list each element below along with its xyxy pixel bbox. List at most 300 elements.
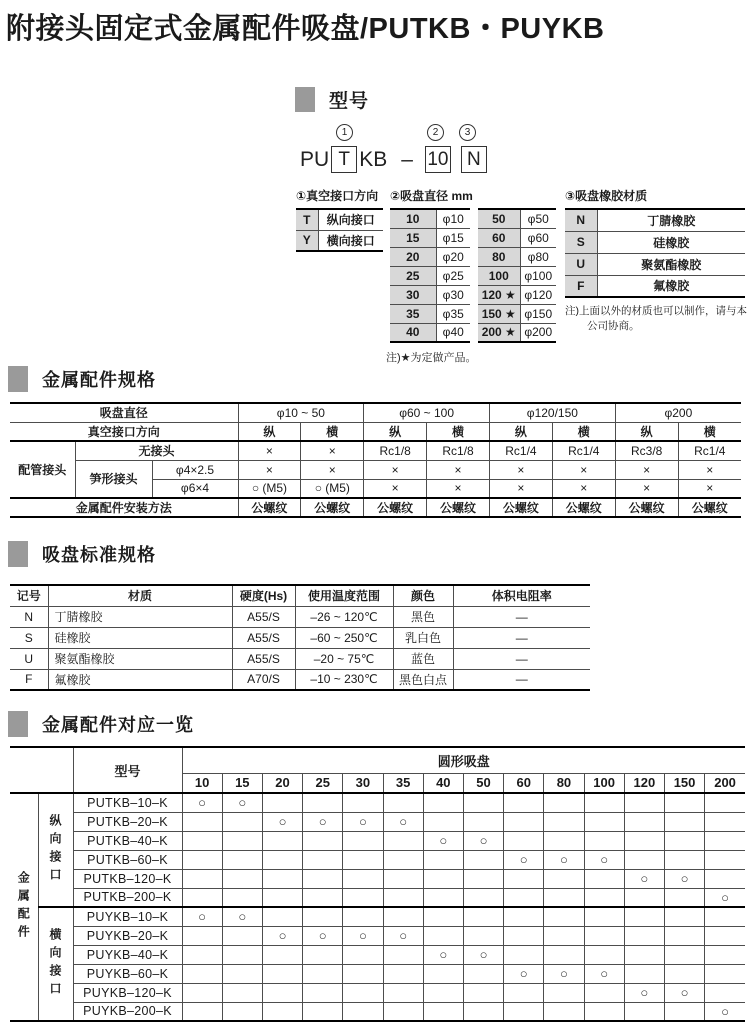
available-mark-cell: ○ <box>544 964 584 983</box>
direction-code-cell: Y <box>296 230 318 251</box>
spec-cell: 公螺纹 <box>427 498 490 517</box>
model-name-cell: PUYKB–120–K <box>73 983 182 1002</box>
empty-mark-cell <box>423 869 463 888</box>
empty-mark-cell <box>182 831 222 850</box>
empty-mark-cell <box>463 926 503 945</box>
empty-mark-cell <box>544 831 584 850</box>
standard-cell: F <box>10 669 48 690</box>
spec-cell: 公螺纹 <box>490 498 553 517</box>
model-name-cell: PUTKB–60–K <box>73 850 182 869</box>
model-name-cell: PUYKB–60–K <box>73 964 182 983</box>
diameter-table-title: ②吸盘直径 mm <box>390 189 473 203</box>
spec-cell: × <box>301 460 364 479</box>
spec-cell: × <box>238 460 301 479</box>
empty-mark-cell <box>504 812 544 831</box>
diameter-row <box>478 323 556 342</box>
empty-mark-cell <box>463 888 503 907</box>
round-pad-span-header: 圆形吸盘 <box>182 747 745 773</box>
empty-mark-cell <box>222 926 262 945</box>
available-mark-cell: ○ <box>705 888 745 907</box>
standard-cell: –20 ~ 75℃ <box>295 648 393 669</box>
empty-mark-cell <box>343 831 383 850</box>
standard-cell: 蓝色 <box>393 648 453 669</box>
empty-mark-cell <box>383 793 423 812</box>
empty-mark-cell <box>624 1002 664 1021</box>
diameter-row <box>478 209 556 228</box>
spec-cell: Rc3/8 <box>615 441 678 460</box>
model-name-cell: PUTKB–20–K <box>73 812 182 831</box>
spec-row-barb1 <box>10 460 741 479</box>
available-mark-cell: ○ <box>343 812 383 831</box>
diameter-value-cell: φ10 <box>436 209 470 228</box>
empty-mark-cell <box>504 926 544 945</box>
empty-mark-cell <box>262 869 302 888</box>
available-mark-cell: ○ <box>262 926 302 945</box>
empty-mark-cell <box>423 964 463 983</box>
diameter-row <box>390 304 470 323</box>
page-title: 附接头固定式金属配件吸盘/PUTKB・PUYKB <box>6 13 605 45</box>
standard-cell: 乳白色 <box>393 627 453 648</box>
diameter-header-cell: 50 <box>463 773 503 793</box>
empty-mark-cell <box>303 850 343 869</box>
empty-mark-cell <box>544 926 584 945</box>
empty-mark-cell <box>262 831 302 850</box>
empty-mark-cell <box>343 945 383 964</box>
empty-mark-cell <box>222 1002 262 1021</box>
empty-mark-cell <box>624 812 664 831</box>
correspond-table-head <box>10 747 745 793</box>
model-name-cell: PUTKB–200–K <box>73 888 182 907</box>
material-note <box>565 304 749 334</box>
diameter-code-cell: 20 <box>390 247 436 266</box>
diameter-code-cell: 60 <box>478 228 520 247</box>
standard-cell: N <box>10 606 48 627</box>
spec-section-heading <box>8 366 156 392</box>
empty-mark-cell <box>222 869 262 888</box>
diameter-header-cell: 40 <box>423 773 463 793</box>
available-mark-cell: ○ <box>182 793 222 812</box>
standard-header-cell: 使用温度范围 <box>295 585 393 606</box>
empty-mark-cell <box>664 831 704 850</box>
empty-mark-cell <box>504 869 544 888</box>
spec-cell: × <box>490 479 553 498</box>
model-name-cell: PUYKB–20–K <box>73 926 182 945</box>
diameter-row <box>478 247 556 266</box>
diameter-header-cell: 200 <box>705 773 745 793</box>
available-mark-cell: ○ <box>584 964 624 983</box>
empty-mark-cell <box>303 888 343 907</box>
spec-cell: × <box>301 441 364 460</box>
correspond-row <box>10 850 745 869</box>
spec-row-mount <box>10 498 741 517</box>
empty-mark-cell <box>423 850 463 869</box>
diameter-row <box>478 304 556 323</box>
empty-mark-cell <box>463 869 503 888</box>
empty-mark-cell <box>705 793 745 812</box>
empty-mark-cell <box>383 907 423 926</box>
direction-row <box>296 230 383 251</box>
spec-cell: Rc1/8 <box>427 441 490 460</box>
diameter-code-cell: 120 ★ <box>478 285 520 304</box>
diameter-value-cell: φ80 <box>520 247 556 266</box>
empty-mark-cell <box>423 926 463 945</box>
correspond-section-title: 金属配件对应一览 <box>42 715 194 735</box>
direction-table-title: ①真空接口方向 <box>296 189 379 203</box>
empty-mark-cell <box>664 888 704 907</box>
correspond-row <box>10 793 745 812</box>
empty-mark-cell <box>423 888 463 907</box>
empty-mark-cell <box>504 793 544 812</box>
empty-mark-cell <box>624 888 664 907</box>
diameter-row <box>478 228 556 247</box>
spec-cell: 公螺纹 <box>301 498 364 517</box>
available-mark-cell: ○ <box>624 869 664 888</box>
diameter-row <box>478 266 556 285</box>
diameter-value-cell: φ40 <box>436 323 470 342</box>
spec-cell: 纵 <box>615 422 678 441</box>
empty-mark-cell <box>544 812 584 831</box>
empty-mark-cell <box>303 945 343 964</box>
standard-header-cell: 材质 <box>48 585 232 606</box>
empty-mark-cell <box>383 945 423 964</box>
standard-cell: –10 ~ 230℃ <box>295 669 393 690</box>
standard-cell: 丁腈橡胶 <box>48 606 232 627</box>
spec-cell: 公螺纹 <box>678 498 741 517</box>
correspond-corner-cell <box>10 747 73 793</box>
material-row <box>565 231 745 253</box>
standard-cell: — <box>453 606 590 627</box>
diameter-header-cell: 100 <box>584 773 624 793</box>
available-mark-cell: ○ <box>584 850 624 869</box>
correspond-row <box>10 907 745 926</box>
model-code-prefix: PU <box>300 147 330 171</box>
empty-mark-cell <box>624 964 664 983</box>
empty-mark-cell <box>504 888 544 907</box>
material-row <box>565 253 745 275</box>
spec-cell: ○ (M5) <box>238 479 301 498</box>
standard-cell: –60 ~ 250℃ <box>295 627 393 648</box>
empty-mark-cell <box>343 907 383 926</box>
correspond-row <box>10 1002 745 1021</box>
material-label-cell: 丁腈橡胶 <box>597 209 745 231</box>
spec-cell: × <box>364 460 427 479</box>
available-mark-cell: ○ <box>504 850 544 869</box>
standard-section-title: 吸盘标准规格 <box>42 545 156 565</box>
standard-row <box>10 606 590 627</box>
empty-mark-cell <box>504 907 544 926</box>
spec-barb-label: 笋形接头 <box>75 460 152 498</box>
correspond-row <box>10 831 745 850</box>
empty-mark-cell <box>504 945 544 964</box>
empty-mark-cell <box>383 888 423 907</box>
available-mark-cell: ○ <box>423 945 463 964</box>
empty-mark-cell <box>222 983 262 1002</box>
diameter-note: 注)★为定做产品。 <box>386 352 477 364</box>
empty-mark-cell <box>544 793 584 812</box>
diameter-row <box>390 323 470 342</box>
direction-label-cell: 横向接口 <box>318 230 383 251</box>
model-name-cell: PUYKB–10–K <box>73 907 182 926</box>
diameter-code-cell: 100 <box>478 266 520 285</box>
empty-mark-cell <box>504 1002 544 1021</box>
empty-mark-cell <box>584 831 624 850</box>
empty-mark-cell <box>584 869 624 888</box>
spec-cell: φ60 ~ 100 <box>364 403 490 422</box>
available-mark-cell: ○ <box>544 850 584 869</box>
section-marker <box>8 541 28 567</box>
standard-cell: A55/S <box>232 606 295 627</box>
circled-number-1: 1 <box>336 124 353 141</box>
empty-mark-cell <box>463 812 503 831</box>
spec-cell: × <box>552 479 615 498</box>
empty-mark-cell <box>343 888 383 907</box>
empty-mark-cell <box>343 983 383 1002</box>
diameter-value-cell: φ20 <box>436 247 470 266</box>
standard-row <box>10 627 590 648</box>
material-table-title: ③吸盘橡胶材质 <box>565 189 648 203</box>
available-mark-cell: ○ <box>664 869 704 888</box>
empty-mark-cell <box>584 926 624 945</box>
spec-cell: φ120/150 <box>490 403 616 422</box>
empty-mark-cell <box>262 850 302 869</box>
standard-section-heading <box>8 541 156 567</box>
available-mark-cell: ○ <box>343 926 383 945</box>
material-code-cell: S <box>565 231 597 253</box>
diameter-table-left <box>390 208 470 343</box>
spec-cell: 纵 <box>490 422 553 441</box>
material-label-cell: 聚氨酯橡胶 <box>597 253 745 275</box>
empty-mark-cell <box>624 907 664 926</box>
spec-cell: Rc1/4 <box>490 441 553 460</box>
empty-mark-cell <box>182 850 222 869</box>
material-code-cell: F <box>565 275 597 297</box>
empty-mark-cell <box>303 793 343 812</box>
model-name-cell: PUTKB–10–K <box>73 793 182 812</box>
empty-mark-cell <box>705 907 745 926</box>
spec-cell: × <box>615 460 678 479</box>
standard-cell: — <box>453 669 590 690</box>
empty-mark-cell <box>222 964 262 983</box>
direction-table <box>296 208 383 252</box>
empty-mark-cell <box>544 907 584 926</box>
empty-mark-cell <box>584 945 624 964</box>
empty-mark-cell <box>303 831 343 850</box>
empty-mark-cell <box>463 983 503 1002</box>
empty-mark-cell <box>383 850 423 869</box>
empty-mark-cell <box>624 793 664 812</box>
empty-mark-cell <box>463 1002 503 1021</box>
standard-cell: 黑色白点 <box>393 669 453 690</box>
spec-group-label: 配管接头 <box>10 441 75 498</box>
left-group-label: 金属配件 <box>10 793 38 1021</box>
section-marker <box>295 87 315 112</box>
standard-cell: A55/S <box>232 648 295 669</box>
available-mark-cell: ○ <box>705 1002 745 1021</box>
available-mark-cell: ○ <box>423 831 463 850</box>
material-label-cell: 氟橡胶 <box>597 275 745 297</box>
empty-mark-cell <box>222 888 262 907</box>
empty-mark-cell <box>504 831 544 850</box>
diameter-code-cell: 15 <box>390 228 436 247</box>
diameter-tables <box>390 208 560 343</box>
diameter-row <box>478 285 556 304</box>
correspond-row <box>10 869 745 888</box>
diameter-header-cell: 60 <box>504 773 544 793</box>
diameter-header-cell: 20 <box>262 773 302 793</box>
spec-section-title: 金属配件规格 <box>42 370 156 390</box>
direction-label-cell: 纵向接口 <box>318 209 383 230</box>
correspond-table <box>10 746 745 1022</box>
diameter-header-cell: 15 <box>222 773 262 793</box>
empty-mark-cell <box>624 945 664 964</box>
material-label-cell: 硅橡胶 <box>597 231 745 253</box>
spec-cell: ○ (M5) <box>301 479 364 498</box>
diameter-code-cell: 35 <box>390 304 436 323</box>
empty-mark-cell <box>664 964 704 983</box>
model-column-header: 型号 <box>73 747 182 793</box>
empty-mark-cell <box>182 945 222 964</box>
empty-mark-cell <box>664 812 704 831</box>
empty-mark-cell <box>182 964 222 983</box>
standard-cell: A70/S <box>232 669 295 690</box>
empty-mark-cell <box>664 1002 704 1021</box>
direction-group-label: 纵向接口 <box>38 793 73 907</box>
direction-table-block <box>296 187 386 252</box>
spec-cell: φ10 ~ 50 <box>238 403 364 422</box>
spec-cell: 公螺纹 <box>552 498 615 517</box>
standard-row <box>10 648 590 669</box>
spec-cell: × <box>427 460 490 479</box>
material-note-line1: 注)上面以外的材质也可以制作，请与本 <box>565 305 747 317</box>
section-marker <box>8 711 28 737</box>
empty-mark-cell <box>383 964 423 983</box>
diameter-header-cell: 35 <box>383 773 423 793</box>
diameter-row <box>390 209 470 228</box>
empty-mark-cell <box>343 964 383 983</box>
empty-mark-cell <box>463 907 503 926</box>
diameter-value-cell: φ120 <box>520 285 556 304</box>
diameter-row <box>390 228 470 247</box>
empty-mark-cell <box>383 831 423 850</box>
diameter-header-cell: 25 <box>303 773 343 793</box>
empty-mark-cell <box>705 812 745 831</box>
spec-cell: 横 <box>552 422 615 441</box>
standard-cell: S <box>10 627 48 648</box>
empty-mark-cell <box>705 945 745 964</box>
empty-mark-cell <box>705 983 745 1002</box>
empty-mark-cell <box>262 964 302 983</box>
spec-label: 金属配件安装方法 <box>10 498 238 517</box>
available-mark-cell: ○ <box>303 812 343 831</box>
material-row <box>565 209 745 231</box>
empty-mark-cell <box>343 793 383 812</box>
model-section-heading <box>295 86 369 113</box>
empty-mark-cell <box>182 869 222 888</box>
empty-mark-cell <box>584 793 624 812</box>
spec-cell: 公螺纹 <box>615 498 678 517</box>
diameter-value-cell: φ60 <box>520 228 556 247</box>
empty-mark-cell <box>664 793 704 812</box>
empty-mark-cell <box>343 869 383 888</box>
material-note-line2: 公司协商。 <box>587 320 640 333</box>
material-row <box>565 275 745 297</box>
empty-mark-cell <box>303 869 343 888</box>
diameter-value-cell: φ200 <box>520 323 556 342</box>
diameter-header-cell: 10 <box>182 773 222 793</box>
available-mark-cell: ○ <box>222 907 262 926</box>
empty-mark-cell <box>584 907 624 926</box>
diameter-table-block <box>386 187 560 365</box>
spec-cell: 纵 <box>364 422 427 441</box>
empty-mark-cell <box>222 831 262 850</box>
circled-number-2: 2 <box>427 124 444 141</box>
correspond-row <box>10 888 745 907</box>
empty-mark-cell <box>182 983 222 1002</box>
empty-mark-cell <box>664 907 704 926</box>
diameter-value-cell: φ30 <box>436 285 470 304</box>
empty-mark-cell <box>504 983 544 1002</box>
direction-group-label: 横向接口 <box>38 907 73 1021</box>
material-table <box>565 208 745 298</box>
available-mark-cell: ○ <box>664 983 704 1002</box>
spec-cell: × <box>678 479 741 498</box>
empty-mark-cell <box>262 907 302 926</box>
empty-mark-cell <box>383 1002 423 1021</box>
diameter-code-cell: 50 <box>478 209 520 228</box>
empty-mark-cell <box>222 945 262 964</box>
diameter-row <box>390 247 470 266</box>
spec-cell: Rc1/4 <box>678 441 741 460</box>
spec-label: 无接头 <box>75 441 238 460</box>
standard-spec-table <box>10 584 590 691</box>
empty-mark-cell <box>584 1002 624 1021</box>
empty-mark-cell <box>423 907 463 926</box>
empty-mark-cell <box>463 964 503 983</box>
empty-mark-cell <box>303 1002 343 1021</box>
available-mark-cell: ○ <box>222 793 262 812</box>
correspond-row <box>10 812 745 831</box>
empty-mark-cell <box>383 869 423 888</box>
standard-cell: 黑色 <box>393 606 453 627</box>
empty-mark-cell <box>383 983 423 1002</box>
diameter-header-cell: 120 <box>624 773 664 793</box>
diameter-code-cell: 40 <box>390 323 436 342</box>
material-code-cell: U <box>565 253 597 275</box>
diameter-code-cell: 200 ★ <box>478 323 520 342</box>
available-mark-cell: ○ <box>262 812 302 831</box>
standard-row <box>10 669 590 690</box>
spec-cell: × <box>615 479 678 498</box>
correspond-row <box>10 926 745 945</box>
diameter-value-cell: φ150 <box>520 304 556 323</box>
empty-mark-cell <box>423 983 463 1002</box>
diameter-code-cell: 10 <box>390 209 436 228</box>
empty-mark-cell <box>624 926 664 945</box>
spec-row-direction <box>10 422 741 441</box>
diameter-value-cell: φ15 <box>436 228 470 247</box>
standard-header-cell: 体积电阻率 <box>453 585 590 606</box>
spec-cell: φ200 <box>615 403 741 422</box>
spec-cell: × <box>678 460 741 479</box>
material-table-block <box>565 187 749 334</box>
spec-cell: 横 <box>678 422 741 441</box>
diameter-code-cell: 150 ★ <box>478 304 520 323</box>
empty-mark-cell <box>182 888 222 907</box>
standard-cell: — <box>453 627 590 648</box>
available-mark-cell: ○ <box>504 964 544 983</box>
material-code-cell: N <box>565 209 597 231</box>
standard-header-cell: 硬度(Hs) <box>232 585 295 606</box>
